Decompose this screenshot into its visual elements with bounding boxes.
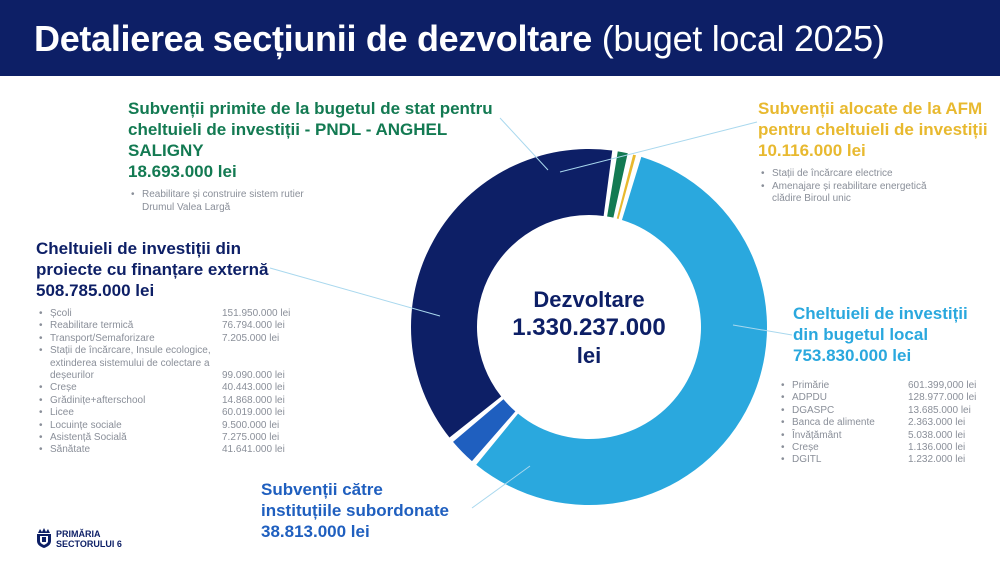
row-label: Stații de încărcare, Insule ecologice, extinderea sistemului de colectare a deșeurilor [50, 345, 211, 382]
table-row [778, 442, 992, 454]
row-label: Grădinițe+afterschool [50, 394, 146, 406]
row-value: 601.399,000 lei [908, 380, 977, 391]
logo [36, 527, 146, 551]
afm-block [758, 98, 988, 206]
table-row [36, 420, 316, 432]
center-title: Dezvoltare [533, 287, 645, 312]
row-value: 40.443.000 lei [222, 382, 285, 394]
subordinate-title-line1: Subvenții către [261, 480, 383, 499]
table-row [778, 380, 992, 392]
local-title-line1: Cheltuieli de investiții [793, 304, 968, 323]
row-label: Banca de alimente [792, 417, 875, 429]
table-row [36, 407, 316, 419]
row-label: Transport/Semaforizare [50, 332, 155, 344]
external-title-line2: proiecte cu finanțare externă [36, 260, 269, 279]
table-row [778, 417, 992, 429]
table-row [36, 444, 316, 456]
row-value: 151.950.000 lei [222, 308, 291, 319]
table-row [778, 405, 992, 417]
list-item: • Amenajare și reabilitare energetică clădire Biroul unic [758, 181, 958, 206]
pndl-title-line1: Subvenții primite de la bugetul de stat pentru [128, 99, 493, 118]
donut-center-label [486, 287, 692, 369]
row-value: 41.641.000 lei [222, 444, 285, 456]
row-value: 60.019.000 lei [222, 407, 285, 419]
external-amount: 508.785.000 lei [36, 281, 155, 300]
subordinate-amount: 38.813.000 lei [261, 522, 370, 541]
row-label: Locuințe sociale [50, 419, 122, 431]
row-label: Creșe [50, 382, 77, 394]
row-value: 7.205.000 lei [222, 332, 280, 344]
crest-icon [36, 527, 52, 549]
external-list [36, 308, 316, 457]
row-label: DGITL [792, 454, 822, 466]
row-label: Sănătate [50, 444, 91, 456]
table-row [778, 392, 992, 404]
subordinate-block [261, 479, 481, 543]
local-block [793, 303, 993, 367]
table-row [36, 382, 316, 394]
row-label: Învățământ [792, 429, 842, 441]
row-value: 5.038.000 lei [908, 429, 966, 441]
afm-list [758, 168, 958, 206]
pndl-list [128, 189, 328, 214]
pndl-amount: 18.693.000 lei [128, 162, 237, 181]
row-value: 76.794.000 lei [222, 320, 285, 332]
row-value: 2.363.000 lei [908, 417, 966, 429]
list-item: • Reabilitare și construire sistem rutier Drumul Valea Largă [128, 189, 328, 214]
row-value: 1.232.000 lei [908, 454, 966, 466]
local-title-line2: din bugetul local [793, 325, 929, 344]
table-row [36, 320, 316, 332]
row-label: Primărie [792, 380, 830, 391]
afm-title-line1: Subvenții alocate de la AFM [758, 99, 983, 118]
list-item: • Stații de încărcare electrice [758, 168, 958, 181]
row-value: 1.136.000 lei [908, 442, 966, 454]
row-label: Licee [50, 407, 74, 419]
logo-text [56, 529, 122, 549]
center-unit: lei [576, 343, 602, 368]
row-value: 7.275.000 lei [222, 432, 280, 444]
center-total: 1.330.237.000 [512, 314, 666, 341]
page-title-bold: Detalierea secțiunii de dezvoltare [34, 18, 593, 59]
subordinate-title-line2: instituțiile subordonate [261, 501, 449, 520]
external-title-line1: Cheltuieli de investiții din [36, 239, 241, 258]
table-row [36, 345, 316, 382]
afm-title-line2: pentru cheltuieli de investiții [758, 120, 988, 139]
row-value: 99.090.000 lei [222, 370, 285, 382]
row-value: 128.977.000 lei [908, 392, 977, 404]
row-value: 14.868.000 lei [222, 394, 285, 406]
table-row [778, 430, 992, 442]
logo-line2: SECTORULUI 6 [56, 539, 122, 549]
table-row [36, 395, 316, 407]
table-row [778, 454, 992, 466]
table-row [36, 308, 316, 320]
table-row [36, 432, 316, 444]
row-label: ADPDU [792, 392, 828, 404]
row-label: Școli [50, 308, 72, 319]
afm-amount: 10.116.000 lei [758, 141, 866, 160]
page-title-light: (buget local 2025) [592, 18, 885, 59]
row-label: Creșe [792, 442, 819, 454]
table-row [36, 333, 316, 345]
external-block [36, 238, 316, 457]
pndl-block [128, 98, 498, 214]
row-label: Reabilitare termică [50, 320, 134, 332]
local-list [778, 380, 992, 467]
row-value: 13.685.000 lei [908, 404, 971, 416]
row-value: 9.500.000 lei [222, 419, 280, 431]
row-label: Asistență Socială [50, 432, 127, 444]
logo-line1: PRIMĂRIA [56, 529, 101, 539]
pndl-title-line2: cheltuieli de investiții - PNDL - ANGHEL SALIGNY [128, 120, 447, 160]
row-label: DGASPC [792, 404, 835, 416]
local-amount: 753.830.000 lei [793, 346, 912, 365]
